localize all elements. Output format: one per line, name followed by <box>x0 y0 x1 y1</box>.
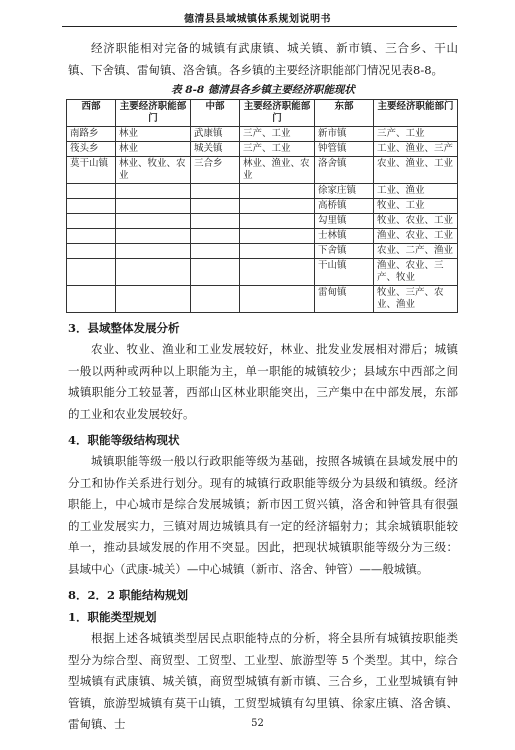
table-cell: 下舍镇 <box>315 244 374 259</box>
table-cell: 农业、渔业、工业 <box>374 157 458 184</box>
table-cell: 三产、工业 <box>240 127 315 142</box>
table-cell <box>191 286 240 313</box>
running-head: 德清县县域城镇体系规划说明书 <box>184 14 331 25</box>
table-cell <box>116 214 191 229</box>
table-cell <box>240 199 315 214</box>
table-cell <box>67 244 116 259</box>
table-cell: 农业、二产、渔业 <box>374 244 458 259</box>
table-cell: 牧业、工业 <box>374 199 458 214</box>
table-row <box>67 229 458 244</box>
header-rule <box>62 26 457 27</box>
table-cell <box>240 244 315 259</box>
table-cell: 勾里镇 <box>315 214 374 229</box>
section-heading-structure-planning: 8．2．2 职能结构规划 <box>68 588 189 602</box>
paragraph-type-planning: 根据上述各城镇类型居民点职能特点的分析，将全县所有城镇按职能类型分为综合型、商贸型、工贸型、工业型、旅游型等 5 个类型。其中，综合型城镇有武康镇、城关镇，商贸型城镇有新市镇、三合乡，工业型城镇有钟管镇，旅游型城镇有莫干山镇，工贸型城镇有勾里镇、徐家庄镇、洛舍镇、雷甸镇、士 <box>68 631 458 731</box>
section-heading-function-hierarchy: 4．职能等级结构现状 <box>68 433 180 447</box>
table-cell <box>116 259 191 286</box>
table-cell: 武康镇 <box>191 127 240 142</box>
table-row <box>67 157 458 184</box>
paragraph-function-hierarchy: 城镇职能等级一般以行政职能等级为基础，按照各城镇在县域发展中的分工和协作关系进行划分。现有的城镇行政职能等级分为县级和镇级。经济职能上，中心城市是综合发展城镇；新市因工贸兴镇，洛舍和钟管具有很强的工业发展实力，三镇对周边城镇具有一定的经济辐射力；其余城镇职能较单一，推动县域发展的作用不突显。因此，把现状城镇职能等级分为三级：县域中心（武康-城关）—中心城镇（新市、洛舍、钟管）——般城镇。 <box>68 454 458 576</box>
economic-function-table <box>66 99 458 313</box>
table-cell <box>116 286 191 313</box>
table-cell: 牧业、农业、工业 <box>374 214 458 229</box>
table-cell <box>240 259 315 286</box>
table-cell <box>67 199 116 214</box>
paragraph-economic-functions: 经济职能相对完备的城镇有武康镇、城关镇、新市镇、三合乡、干山镇、下舍镇、雷甸镇、洛舍镇。各乡镇的主要经济职能部门情况见表8-8。 <box>68 41 458 77</box>
table-cell <box>191 214 240 229</box>
table-header-row <box>67 100 458 127</box>
table-cell: 洛舍镇 <box>315 157 374 184</box>
table-body <box>67 127 458 313</box>
table-cell <box>240 184 315 199</box>
table-cell: 徐家庄镇 <box>315 184 374 199</box>
table-cell: 三产、工业 <box>240 142 315 157</box>
table-cell: 渔业、农业、三产、牧业 <box>374 259 458 286</box>
table-cell <box>116 244 191 259</box>
section-heading-type-planning: 1．职能类型规划 <box>68 610 157 624</box>
table-cell: 工业、渔业、三产 <box>374 142 458 157</box>
table-cell <box>67 184 116 199</box>
table-cell: 雷甸镇 <box>315 286 374 313</box>
table-cell <box>67 286 116 313</box>
header-west-function: 主要经济职能部门 <box>116 100 191 127</box>
header-east-function: 主要经济职能部门 <box>374 100 458 127</box>
table-caption: 表 8-8 德清县各乡镇主要经济职能现状 <box>171 84 355 96</box>
table-cell: 渔业、农业、工业 <box>374 229 458 244</box>
table-cell: 林业 <box>116 127 191 142</box>
table-cell: 林业、牧业、农业 <box>116 157 191 184</box>
table-cell: 林业 <box>116 142 191 157</box>
table-cell: 工业、渔业 <box>374 184 458 199</box>
table-cell: 南路乡 <box>67 127 116 142</box>
table-cell <box>240 229 315 244</box>
table-cell <box>240 286 315 313</box>
table-row <box>67 199 458 214</box>
header-east: 东部 <box>315 100 374 127</box>
table-cell: 新市镇 <box>315 127 374 142</box>
table-cell: 士林镇 <box>315 229 374 244</box>
table-cell: 三产、工业 <box>374 127 458 142</box>
table-row <box>67 259 458 286</box>
table-cell: 干山镇 <box>315 259 374 286</box>
table-cell: 莫干山镇 <box>67 157 116 184</box>
table-row <box>67 286 458 313</box>
header-west: 西部 <box>67 100 116 127</box>
table-cell <box>116 199 191 214</box>
table-cell <box>116 229 191 244</box>
table-row <box>67 127 458 142</box>
header-central-function: 主要经济职能部门 <box>240 100 315 127</box>
table-cell <box>191 259 240 286</box>
table-cell: 三合乡 <box>191 157 240 184</box>
paragraph-overall-analysis: 农业、牧业、渔业和工业发展较好，林业、批发业发展相对滞后；城镇一般以两种或两种以上职能为主，单一职能的城镇较少；县域东中西部之间城镇职能分工较显著，西部山区林业职能突出，三产集中在中部发展，东部的工业和农业发展较好。 <box>68 342 458 421</box>
table-cell: 高桥镇 <box>315 199 374 214</box>
table-cell: 钟管镇 <box>315 142 374 157</box>
table-cell <box>240 214 315 229</box>
table-cell <box>67 229 116 244</box>
table-cell: 城关镇 <box>191 142 240 157</box>
table-cell <box>191 229 240 244</box>
table-row <box>67 142 458 157</box>
section-heading-overall-analysis: 3．县域整体发展分析 <box>68 321 180 335</box>
table-cell <box>191 184 240 199</box>
page-number: 52 <box>251 718 264 729</box>
table-cell <box>191 199 240 214</box>
table-cell <box>67 214 116 229</box>
table-row <box>67 184 458 199</box>
table-cell <box>116 184 191 199</box>
header-central: 中部 <box>191 100 240 127</box>
table-cell: 牧业、三产、农业、渔业 <box>374 286 458 313</box>
page-content <box>68 38 458 736</box>
table-row <box>67 244 458 259</box>
table-cell <box>191 244 240 259</box>
table-cell: 筏头乡 <box>67 142 116 157</box>
table-row <box>67 214 458 229</box>
table-cell <box>67 259 116 286</box>
table-cell: 林业、渔业、农业 <box>240 157 315 184</box>
